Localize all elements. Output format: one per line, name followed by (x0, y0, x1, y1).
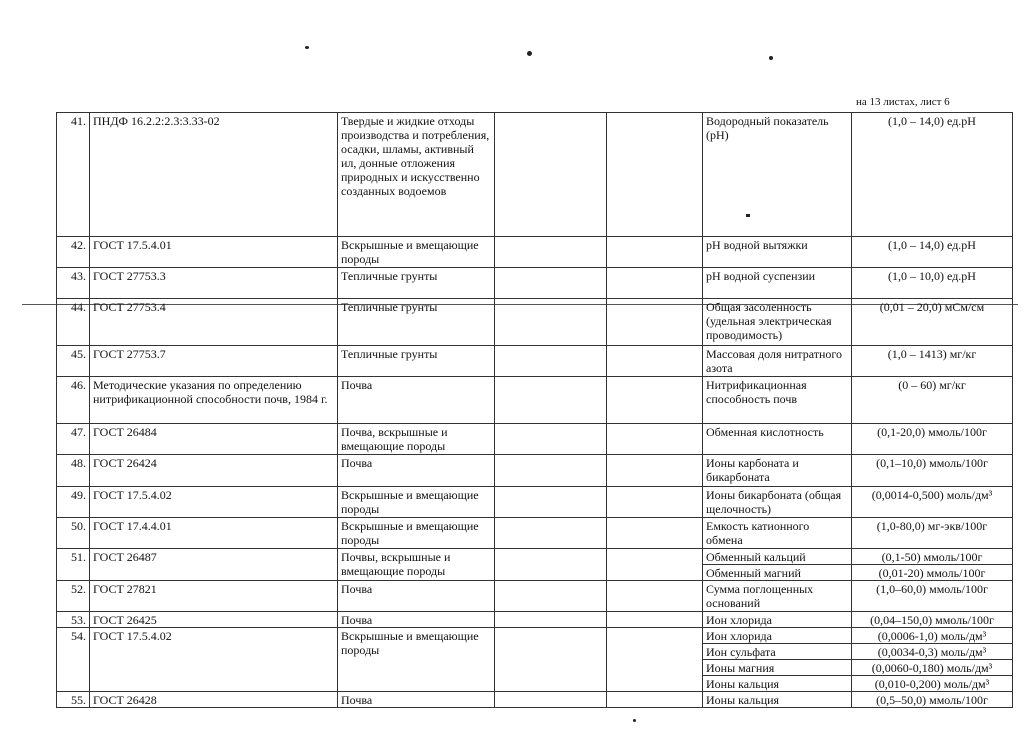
range: (0,010-0,200) моль/дм³ (852, 676, 1013, 692)
range: (1,0 – 14,0) ед.рН (852, 237, 1013, 268)
range: (0,0014-0,500) моль/дм³ (852, 487, 1013, 518)
indicator: Сумма поглощенных оснований (703, 581, 852, 612)
empty-cell (607, 518, 703, 549)
table-row (57, 346, 1013, 377)
table-row (57, 113, 1013, 237)
test-object: Почва (338, 692, 495, 708)
method-document: ГОСТ 27821 (90, 581, 338, 612)
test-object: Почва (338, 612, 495, 628)
range: (0,0006-1,0) моль/дм³ (852, 628, 1013, 644)
range: (0,01 – 20,0) мСм/см (852, 299, 1013, 346)
empty-cell (607, 628, 703, 692)
empty-cell (495, 692, 607, 708)
test-object: Вскрышные и вмещающие породы (338, 237, 495, 268)
indicator: Ион хлорида (703, 628, 852, 644)
empty-cell (495, 455, 607, 487)
empty-cell (495, 612, 607, 628)
row-number: 53. (57, 612, 90, 628)
row-number: 43. (57, 268, 90, 299)
row-number: 48. (57, 455, 90, 487)
empty-cell (495, 424, 607, 455)
empty-cell (607, 237, 703, 268)
row-number: 44. (57, 299, 90, 346)
indicator: Ионы бикарбоната (общая щелочность) (703, 487, 852, 518)
method-document: ГОСТ 17.4.4.01 (90, 518, 338, 549)
row-number: 50. (57, 518, 90, 549)
range: (0,0034-0,3) моль/дм³ (852, 644, 1013, 660)
indicator-cell (703, 113, 852, 237)
empty-cell (495, 518, 607, 549)
test-object: Почва (338, 377, 495, 424)
scan-speck (769, 56, 773, 60)
empty-cell (607, 346, 703, 377)
row-number: 55. (57, 692, 90, 708)
empty-cell (495, 487, 607, 518)
method-document: ГОСТ 27753.3 (90, 268, 338, 299)
table-row (57, 455, 1013, 487)
empty-cell (495, 346, 607, 377)
empty-cell (607, 424, 703, 455)
empty-cell (607, 268, 703, 299)
range: (0,1-20,0) ммоль/100г (852, 424, 1013, 455)
row-number: 52. (57, 581, 90, 612)
empty-cell (495, 377, 607, 424)
empty-cell (495, 268, 607, 299)
indicator: Обменная кислотность (703, 424, 852, 455)
method-document: ГОСТ 26424 (90, 455, 338, 487)
indicator: Ионы кальция (703, 692, 852, 708)
empty-cell (495, 113, 607, 237)
empty-cell (607, 299, 703, 346)
indicator: Емкость катионного обмена (703, 518, 852, 549)
empty-cell (495, 299, 607, 346)
range: (0,0060-0,180) моль/дм³ (852, 660, 1013, 676)
row-number: 45. (57, 346, 90, 377)
method-document: ГОСТ 27753.7 (90, 346, 338, 377)
empty-cell (495, 581, 607, 612)
table-row (57, 487, 1013, 518)
range: (1,0–60,0) ммоль/100г (852, 581, 1013, 612)
indicator: Нитрификационная способность почв (703, 377, 852, 424)
scan-speck (305, 46, 309, 49)
range: (1,0-80,0) мг-экв/100г (852, 518, 1013, 549)
indicator: Ион сульфата (703, 644, 852, 660)
indicator: Ионы карбоната и бикарбоната (703, 455, 852, 487)
test-object: Почвы, вскрышные и вмещающие породы (338, 549, 495, 581)
empty-cell (495, 549, 607, 581)
test-object: Почва (338, 581, 495, 612)
test-object: Вскрышные и вмещающие породы (338, 518, 495, 549)
method-document: ГОСТ 26487 (90, 549, 338, 581)
indicator: Массовая доля нитратного азота (703, 346, 852, 377)
range: (1,0 – 14,0) ед.рН (852, 113, 1013, 237)
method-document: ПНДФ 16.2.2:2.3:3.33-02 (90, 113, 338, 237)
range: (1,0 – 10,0) ед.рН (852, 268, 1013, 299)
ink-mark (746, 214, 750, 217)
range: (0,01-20) ммоль/100г (852, 565, 1013, 581)
indicator: Ион хлорида (703, 612, 852, 628)
row-number: 49. (57, 487, 90, 518)
indicator: Общая засоленность (удельная электрическая проводимость) (703, 299, 852, 346)
empty-cell (607, 692, 703, 708)
method-document: ГОСТ 17.5.4.02 (90, 487, 338, 518)
row-number: 41. (57, 113, 90, 237)
table-row (57, 237, 1013, 268)
method-document: ГОСТ 27753.4 (90, 299, 338, 346)
indicator: Водородный показатель (рН) (706, 114, 829, 142)
table-row (57, 549, 1013, 565)
indicator: рН водной суспензии (703, 268, 852, 299)
indicator: Обменный кальций (703, 549, 852, 565)
table-row (57, 268, 1013, 299)
empty-cell (495, 237, 607, 268)
scan-speck (527, 51, 532, 56)
method-document: ГОСТ 26425 (90, 612, 338, 628)
indicator: Ионы кальция (703, 676, 852, 692)
table-row (57, 612, 1013, 628)
row-number: 54. (57, 628, 90, 692)
test-object: Почва (338, 455, 495, 487)
method-document: ГОСТ 26484 (90, 424, 338, 455)
range: (0,1-50) ммоль/100г (852, 549, 1013, 565)
row-number: 46. (57, 377, 90, 424)
test-object: Тепличные грунты (338, 268, 495, 299)
empty-cell (607, 487, 703, 518)
sheet-note: на 13 листах, лист 6 (856, 96, 950, 108)
range: (0 – 60) мг/кг (852, 377, 1013, 424)
method-document: ГОСТ 17.5.4.01 (90, 237, 338, 268)
range: (0,5–50,0) ммоль/100г (852, 692, 1013, 708)
table-row (57, 692, 1013, 708)
empty-cell (607, 612, 703, 628)
method-document: ГОСТ 17.5.4.02 (90, 628, 338, 692)
table-row (57, 518, 1013, 549)
table-row (57, 424, 1013, 455)
table-row (57, 377, 1013, 424)
test-object: Вскрышные и вмещающие породы (338, 487, 495, 518)
methods-table (56, 112, 1013, 708)
table-row (57, 581, 1013, 612)
test-object: Твердые и жидкие отходы производства и потребления, осадки, шламы, активный ил, донные отложения природных и искусственно созданных водоемов (338, 113, 495, 237)
empty-cell (607, 377, 703, 424)
empty-cell (607, 581, 703, 612)
empty-cell (495, 628, 607, 692)
method-document: Методические указания по определению нитрификационной способности почв, 1984 г. (90, 377, 338, 424)
test-object: Вскрышные и вмещающие породы (338, 628, 495, 692)
method-document: ГОСТ 26428 (90, 692, 338, 708)
indicator: Ионы магния (703, 660, 852, 676)
row-number: 47. (57, 424, 90, 455)
indicator: Обменный магний (703, 565, 852, 581)
range: (1,0 – 1413) мг/кг (852, 346, 1013, 377)
empty-cell (607, 113, 703, 237)
table-row (57, 628, 1013, 644)
empty-cell (607, 549, 703, 581)
table-row (57, 299, 1013, 346)
range: (0,04–150,0) ммоль/100г (852, 612, 1013, 628)
test-object: Тепличные грунты (338, 346, 495, 377)
test-object: Тепличные грунты (338, 299, 495, 346)
row-number: 42. (57, 237, 90, 268)
indicator: рН водной вытяжки (703, 237, 852, 268)
empty-cell (607, 455, 703, 487)
row-number: 51. (57, 549, 90, 581)
range: (0,1–10,0) ммоль/100г (852, 455, 1013, 487)
test-object: Почва, вскрышные и вмещающие породы (338, 424, 495, 455)
scan-speck (633, 719, 636, 722)
